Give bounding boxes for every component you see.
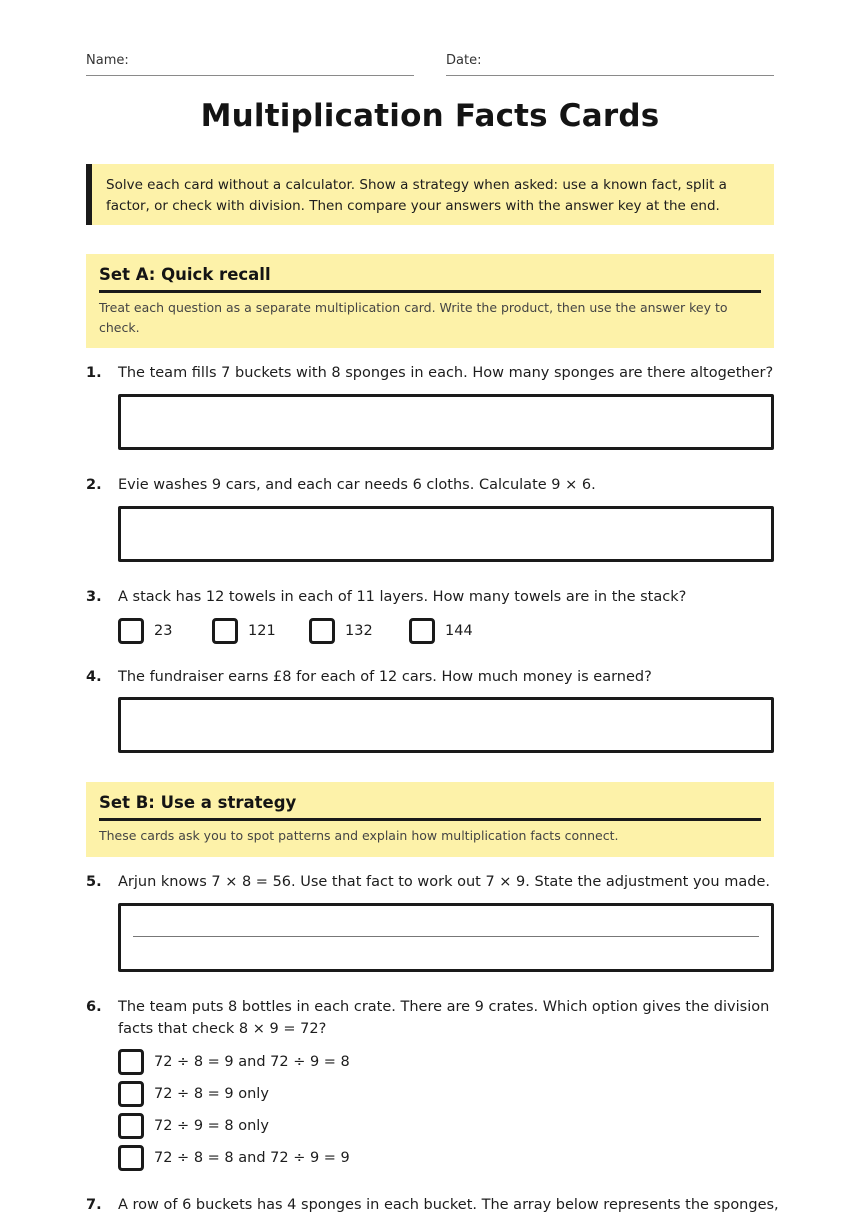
option-d[interactable] [118, 1145, 350, 1171]
question-text: The team fills 7 buckets with 8 sponges in each. How many sponges are there altogether? [118, 365, 774, 381]
section-a [86, 254, 774, 348]
option-label: 144 [445, 623, 473, 639]
option-label: 72 ÷ 8 = 8 and 72 ÷ 9 = 9 [154, 1150, 350, 1166]
checkbox[interactable] [409, 618, 435, 644]
answer-box-4[interactable] [118, 697, 774, 753]
option-label: 132 [345, 623, 373, 639]
section-title: Set A: Quick recall [99, 254, 761, 293]
checkbox[interactable] [212, 618, 238, 644]
question-number: 1. [86, 365, 102, 381]
question-number: 4. [86, 669, 102, 685]
option-label: 23 [154, 623, 173, 639]
answer-box-2[interactable] [118, 506, 774, 562]
option-label: 121 [248, 623, 276, 639]
question-number: 5. [86, 874, 102, 890]
section-b [86, 782, 774, 857]
writing-line [133, 936, 759, 937]
question-text: A stack has 12 towels in each of 11 layers. How many towels are in the stack? [118, 589, 687, 605]
question-text: The team puts 8 bottles in each crate. There are 9 crates. Which option gives the division facts that check 8 × 9 = 72? [118, 999, 770, 1037]
answer-box-5[interactable] [118, 903, 774, 972]
question-number: 3. [86, 589, 102, 605]
checkbox[interactable] [309, 618, 335, 644]
question-text: Evie washes 9 cars, and each car needs 6 cloths. Calculate 9 × 6. [118, 477, 596, 493]
option-label: 72 ÷ 9 = 8 only [154, 1118, 269, 1134]
option-121[interactable] [212, 618, 276, 644]
question-text: Arjun knows 7 × 8 = 56. Use that fact to work out 7 × 9. State the adjustment you made. [118, 874, 770, 890]
page-title: Multiplication Facts Cards [200, 98, 660, 134]
section-description: These cards ask you to spot patterns and explain how multiplication facts connect. [99, 828, 619, 843]
header-fields [86, 53, 774, 77]
name-label: Name: [86, 53, 129, 68]
question-text: The fundraiser earns £8 for each of 12 cars. How much money is earned? [118, 669, 652, 685]
date-field[interactable] [446, 53, 774, 76]
option-b[interactable] [118, 1081, 269, 1107]
section-title: Set B: Use a strategy [99, 782, 761, 821]
instructions-callout: Solve each card without a calculator. Show a strategy when asked: use a known fact, split a factor, or check with division. Then compare your answers with the answer key at the end. [86, 164, 774, 225]
checkbox[interactable] [118, 1145, 144, 1171]
option-23[interactable] [118, 618, 172, 644]
question-number: 2. [86, 477, 102, 493]
question-number: 7. [86, 1197, 102, 1213]
question-text: A row of 6 buckets has 4 sponges in each bucket. The array below represents the sponges, [118, 1197, 779, 1213]
option-a[interactable] [118, 1049, 350, 1075]
date-label: Date: [446, 53, 482, 68]
option-label: 72 ÷ 8 = 9 only [154, 1086, 269, 1102]
checkbox[interactable] [118, 618, 144, 644]
answer-box-1[interactable] [118, 394, 774, 450]
checkbox[interactable] [118, 1049, 144, 1075]
option-132[interactable] [309, 618, 373, 644]
option-c[interactable] [118, 1113, 269, 1139]
checkbox[interactable] [118, 1081, 144, 1107]
option-144[interactable] [409, 618, 473, 644]
checkbox[interactable] [118, 1113, 144, 1139]
name-field[interactable] [86, 53, 414, 76]
option-label: 72 ÷ 8 = 9 and 72 ÷ 9 = 8 [154, 1054, 350, 1070]
section-description: Treat each question as a separate multiplication card. Write the product, then use the answer key to check. [99, 300, 728, 335]
question-number: 6. [86, 999, 102, 1015]
